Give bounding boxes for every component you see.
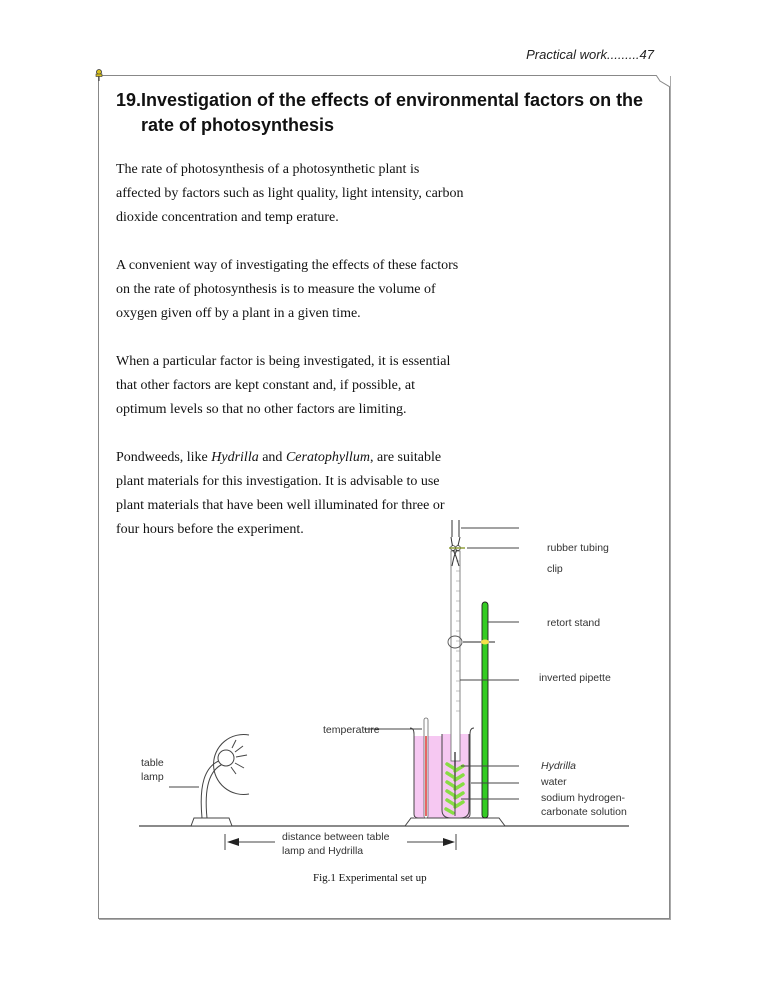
text-line: affected by factors such as light quality, light intensity, carbon <box>116 186 464 201</box>
label-table: table <box>141 757 164 769</box>
species-name-ceratophyllum: Ceratophyllum <box>285 450 370 465</box>
title-line-2: rate of photosynthesis <box>141 115 335 135</box>
label-sodium-2: carbonate solution <box>541 806 627 818</box>
label-rubber-tubing: rubber tubing <box>547 542 609 554</box>
label-hydrilla: Hydrilla <box>541 760 577 772</box>
text-run: Pondweeds, like <box>116 450 212 465</box>
label-sodium-1: sodium hydrogen- <box>541 792 626 804</box>
content-box <box>98 75 670 919</box>
paragraph-4 <box>116 446 516 542</box>
pushpin-icon <box>94 69 104 81</box>
section-number: 19. <box>116 90 142 110</box>
figure-caption: Fig.1 Experimental set up <box>313 872 427 884</box>
paragraph-2 <box>116 254 516 326</box>
label-water: water <box>541 776 567 788</box>
text-line: A convenient way of investigating the effects of these factors <box>116 258 459 273</box>
label-distance-2: lamp and Hydrilla <box>282 845 364 857</box>
text-line: plant materials that have been well illuminated for three or <box>116 498 445 513</box>
text-line: that other factors are kept constant and, if possible, at <box>116 378 415 393</box>
text-line: When a particular factor is being investigated, it is essential <box>116 354 451 369</box>
text-line: plant materials for this investigation. It is advisable to use <box>116 474 440 489</box>
label-temperature: temperature <box>323 724 380 736</box>
paragraph-1 <box>116 158 516 230</box>
text-line: optimum levels so that no other factors are limiting. <box>116 402 407 417</box>
text-line: The rate of photosynthesis of a photosynthetic plant is <box>116 162 420 177</box>
running-header: Practical work.........47 <box>526 47 654 62</box>
title-line-1: Investigation of the effects of environmental factors on the <box>141 90 644 110</box>
section-title <box>116 88 661 138</box>
text-run: and <box>258 450 286 465</box>
text-line: four hours before the experiment. <box>116 522 304 537</box>
table-lamp-icon <box>191 735 249 827</box>
label-inverted-pipette: inverted pipette <box>539 672 611 684</box>
text-line: on the rate of photosynthesis is to measure the volume of <box>116 282 436 297</box>
page-fold-icon <box>656 75 670 87</box>
hydrilla-plant-icon <box>446 764 463 813</box>
text-line: oxygen given off by a plant in a given time. <box>116 306 361 321</box>
text-run: , are suitable <box>369 450 442 465</box>
text-line: dioxide concentration and temp erature. <box>116 210 339 225</box>
species-name-hydrilla: Hydrilla <box>211 450 259 465</box>
label-clip: clip <box>547 563 563 575</box>
paragraph-3 <box>116 350 516 422</box>
label-lamp: lamp <box>141 771 164 783</box>
label-retort-stand: retort stand <box>547 617 601 629</box>
label-distance-1: distance between table <box>282 831 390 843</box>
